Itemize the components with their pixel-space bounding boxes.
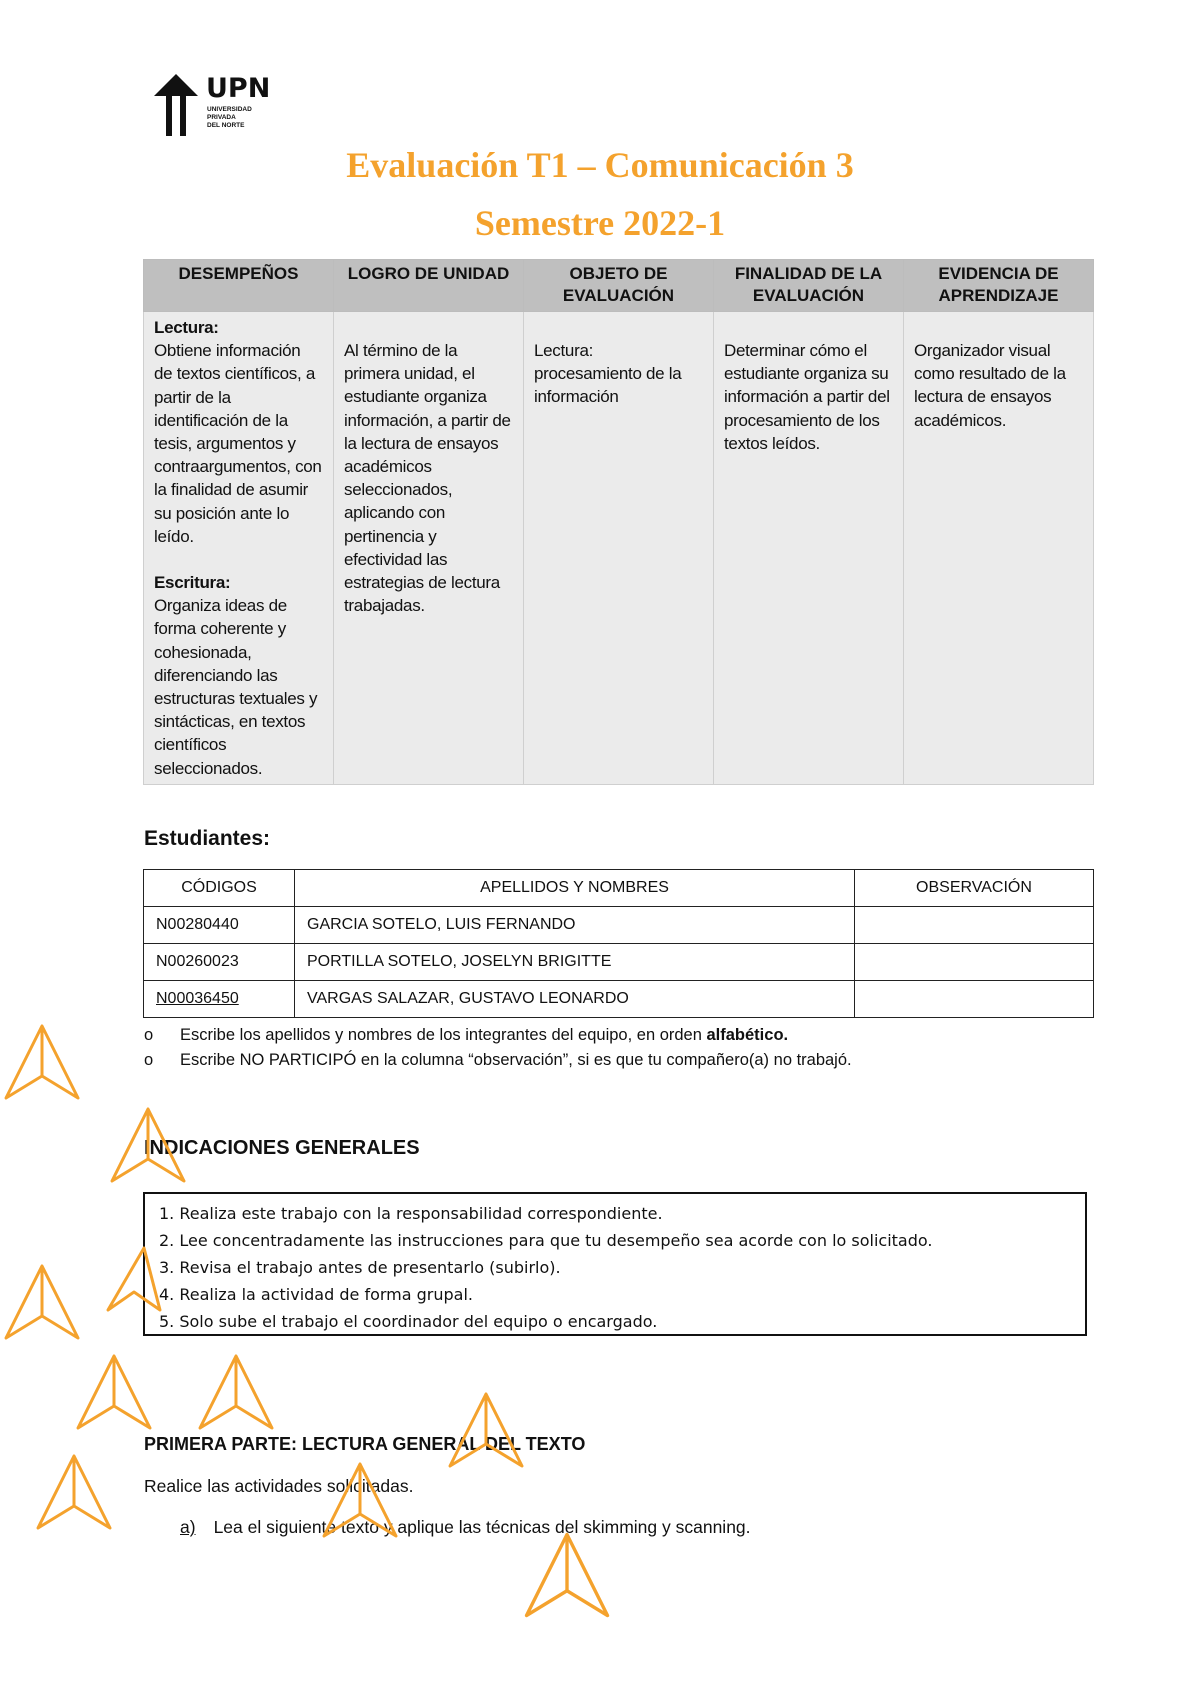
list-item xyxy=(144,1048,852,1073)
indicaciones-box xyxy=(143,1192,1087,1336)
logo-subtitle-line: UNIVERSIDAD xyxy=(207,106,252,113)
logo-wordmark: UPN xyxy=(206,73,271,104)
cell-finalidad xyxy=(714,312,904,785)
notes-list xyxy=(144,1023,852,1073)
logro-text: Al término de la primera unidad, el estudiante organiza información, a partir de la lectura de ensayos académicos seleccionados, aplicando con pertinencia y efectividad las estrategias de lectura trabajadas. xyxy=(344,341,511,616)
triangle-arrow-icon xyxy=(2,1022,82,1102)
header-objeto: OBJETO DE EVALUACIÓN xyxy=(524,260,714,312)
student-code: N00280440 xyxy=(144,907,295,944)
escritura-text: Organiza ideas de forma coherente y cohesionada, diferenciando las estructuras textuales y sintácticas, en textos científicos seleccionados. xyxy=(154,596,318,778)
students-label: Estudiantes: xyxy=(144,827,271,850)
triangle-arrow-icon xyxy=(108,1105,188,1185)
cell-logro xyxy=(334,312,524,785)
triangle-arrow-icon xyxy=(74,1352,154,1432)
list-item: 3. Revisa el trabajo antes de presentarlo (subirlo). xyxy=(159,1258,561,1277)
header-observacion: OBSERVACIÓN xyxy=(855,870,1094,907)
bullet-marker: o xyxy=(144,1026,154,1044)
header-apellidos: APELLIDOS Y NOMBRES xyxy=(295,870,855,907)
triangle-arrow-icon xyxy=(522,1530,612,1620)
table-row xyxy=(144,981,1094,1018)
list-item: 5. Solo sube el trabajo el coordinador del equipo o encargado. xyxy=(159,1312,658,1331)
competency-header-row xyxy=(144,260,1094,312)
triangle-arrow-icon xyxy=(196,1352,276,1432)
student-code: N00260023 xyxy=(144,944,295,981)
competency-table xyxy=(143,259,1094,785)
primera-parte-heading: PRIMERA PARTE: LECTURA GENERAL DEL TEXTO xyxy=(144,1434,586,1454)
cell-desempenos xyxy=(144,312,334,785)
students-table xyxy=(143,869,1094,1018)
table-row xyxy=(144,944,1094,981)
students-header-row xyxy=(144,870,1094,907)
triangle-arrow-icon xyxy=(320,1460,400,1540)
note-text: Escribe los apellidos y nombres de los integrantes del equipo, en orden xyxy=(180,1026,707,1044)
list-item xyxy=(144,1023,852,1048)
logo-subtitle-line: DEL NORTE xyxy=(207,122,245,129)
header-desempenos: DESEMPEÑOS xyxy=(144,260,334,312)
note-text: Escribe NO PARTICIPÓ en la columna “observación”, si es que tu compañero(a) no trabajó. xyxy=(180,1051,852,1069)
semester-title: Semestre 2022-1 xyxy=(474,203,726,243)
indicaciones-heading: INDICACIONES GENERALES xyxy=(144,1137,420,1159)
student-name: GARCIA SOTELO, LUIS FERNANDO xyxy=(295,907,855,944)
finalidad-text: Determinar cómo el estudiante organiza su información a partir del procesamiento de los textos leídos. xyxy=(724,341,890,453)
note-bold: alfabético. xyxy=(706,1026,789,1044)
primera-parte-instruction: Realice las actividades solicitadas. xyxy=(144,1476,414,1496)
table-row xyxy=(144,907,1094,944)
lectura-label: Lectura: xyxy=(154,318,219,337)
list-item: 4. Realiza la actividad de forma grupal. xyxy=(159,1285,473,1304)
student-code: N00036450 xyxy=(144,981,295,1018)
triangle-arrow-icon xyxy=(2,1262,82,1342)
logo-subtitle xyxy=(207,106,267,130)
escritura-label: Escritura: xyxy=(154,573,231,593)
bullet-marker: o xyxy=(144,1051,154,1069)
item-text: Lea el siguiente texto y aplique las técnicas del skimming y scanning. xyxy=(213,1517,751,1537)
student-name: PORTILLA SOTELO, JOSELYN BRIGITTE xyxy=(295,944,855,981)
upn-arrow-icon xyxy=(154,74,198,136)
header-finalidad: FINALIDAD DE LA EVALUACIÓN xyxy=(714,260,904,312)
cell-evidencia xyxy=(904,312,1094,785)
student-observation xyxy=(855,944,1094,981)
objeto-text: Lectura: procesamiento de la información xyxy=(534,341,682,407)
student-observation xyxy=(855,907,1094,944)
list-item: 1. Realiza este trabajo con la responsabilidad correspondiente. xyxy=(159,1204,663,1223)
upn-logo xyxy=(154,73,271,136)
header-evidencia: EVIDENCIA DE APRENDIZAJE xyxy=(904,260,1094,312)
evidencia-text: Organizador visual como resultado de la lectura de ensayos académicos. xyxy=(914,341,1066,430)
document-title: Evaluación T1 – Comunicación 3 xyxy=(346,145,854,185)
triangle-arrow-icon xyxy=(104,1244,164,1314)
competency-row xyxy=(144,312,1094,785)
logo-subtitle-line: PRIVADA xyxy=(207,114,236,121)
triangle-arrow-icon xyxy=(446,1390,526,1470)
lectura-text: Obtiene información de textos científicos, a partir de la identificación de la tesis, argumentos y contraargumentos, con la finalidad de asumir su posición ante lo leído. xyxy=(154,341,322,546)
triangle-arrow-icon xyxy=(34,1452,114,1532)
primera-parte-item xyxy=(180,1517,751,1538)
header-codigos: CÓDIGOS xyxy=(144,870,295,907)
item-marker: a) xyxy=(180,1517,196,1537)
cell-objeto xyxy=(524,312,714,785)
header-logro: LOGRO DE UNIDAD xyxy=(334,260,524,312)
student-name: VARGAS SALAZAR, GUSTAVO LEONARDO xyxy=(295,981,855,1018)
student-observation xyxy=(855,981,1094,1018)
list-item: 2. Lee concentradamente las instrucciones para que tu desempeño sea acorde con lo solicitado. xyxy=(159,1231,933,1250)
